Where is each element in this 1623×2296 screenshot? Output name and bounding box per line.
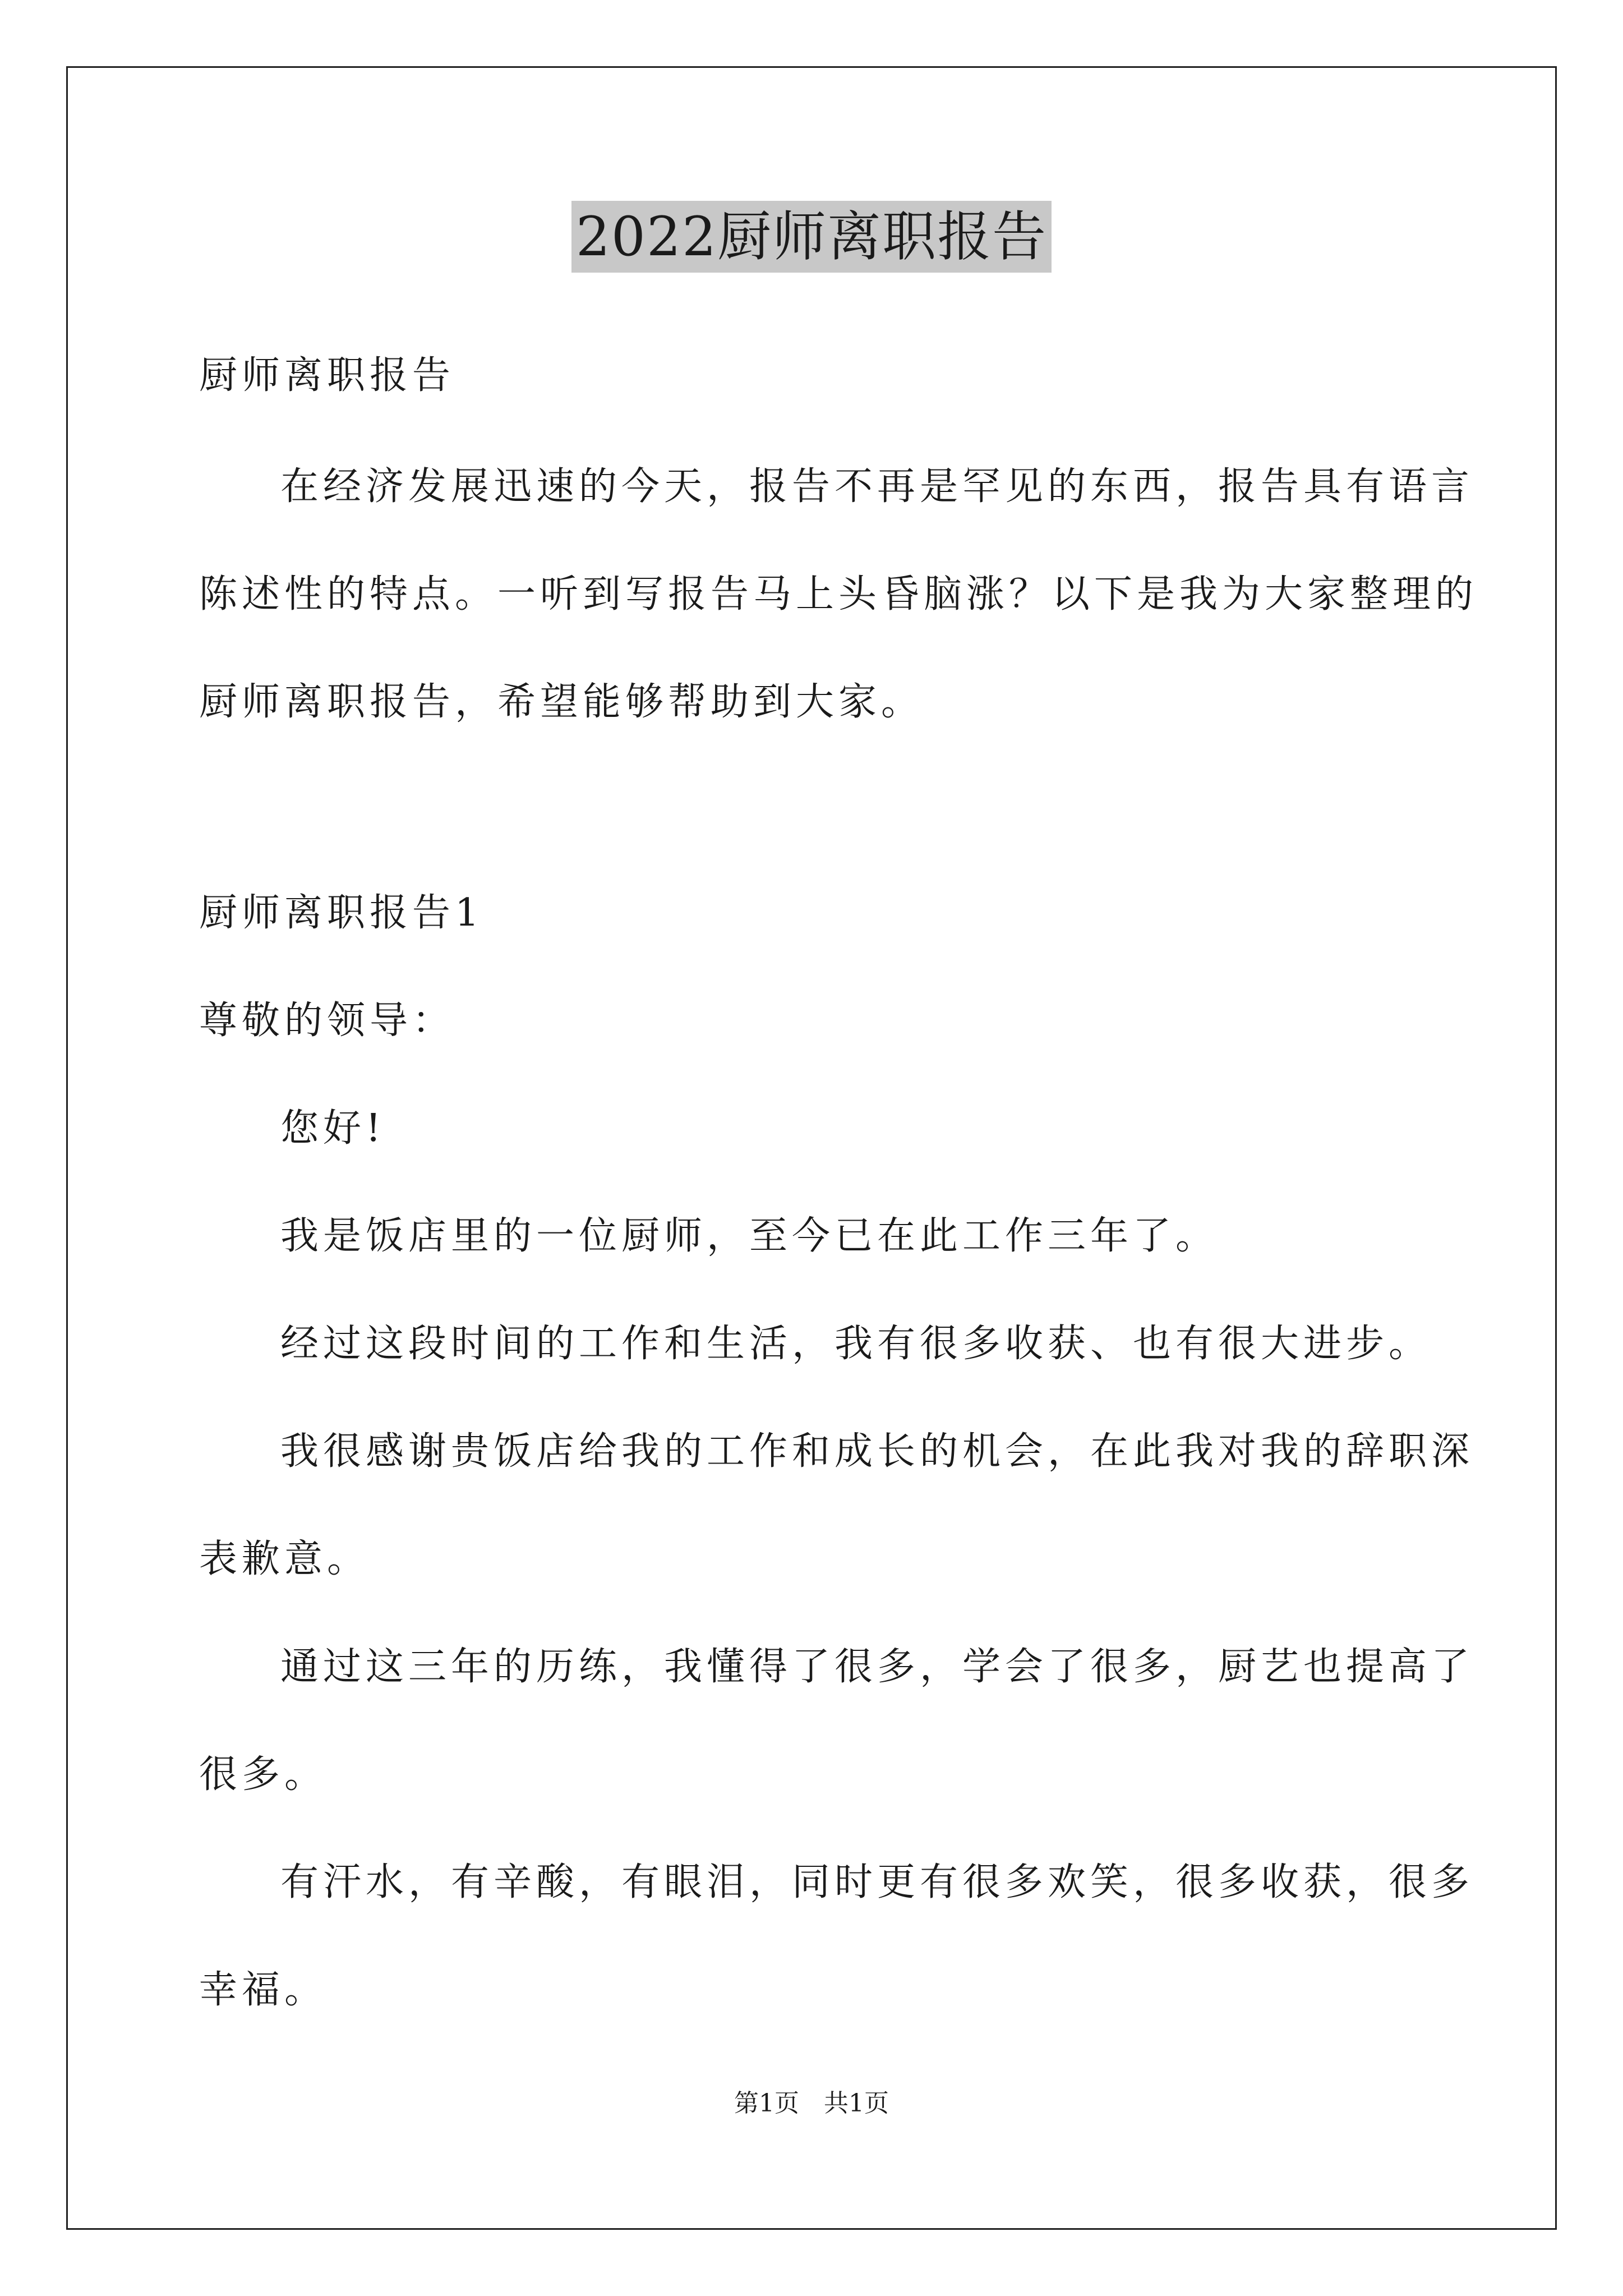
paragraph-line: 表歉意。	[199, 1537, 370, 1581]
paragraph-line: 我是饭店里的一位厨师，至今已在此工作三年了。	[280, 1214, 1219, 1258]
paragraph-line: 厨师离职报告，希望能够帮助到大家。	[199, 680, 924, 724]
title-container	[0, 201, 1623, 273]
paragraph-line: 通过这三年的历练，我懂得了很多，学会了很多，厨艺也提高了	[280, 1645, 1474, 1689]
section-heading: 厨师离职报告1	[199, 891, 484, 935]
paragraph-line: 有汗水，有辛酸，有眼泪，同时更有很多欢笑，很多收获，很多	[280, 1860, 1474, 1904]
paragraph-line: 幸福。	[199, 1968, 328, 2012]
paragraph-line: 陈述性的特点。一听到写报告马上头昏脑涨？以下是我为大家整理的	[199, 572, 1478, 616]
paragraph-line: 我很感谢贵饭店给我的工作和成长的机会，在此我对我的辞职深	[280, 1429, 1474, 1474]
paragraph-line: 经过这段时间的工作和生活，我有很多收获、也有很大进步。	[280, 1322, 1432, 1366]
greeting: 您好!	[280, 1106, 386, 1151]
salutation: 尊敬的领导：	[199, 999, 455, 1043]
document-title: 2022厨师离职报告	[571, 201, 1052, 273]
paragraph-line: 很多。	[199, 1752, 328, 1797]
page-footer: 第1页 共1页	[734, 2089, 889, 2118]
section-heading: 厨师离职报告	[199, 353, 455, 398]
paragraph-line: 在经济发展迅速的今天，报告不再是罕见的东西，报告具有语言	[280, 464, 1474, 509]
